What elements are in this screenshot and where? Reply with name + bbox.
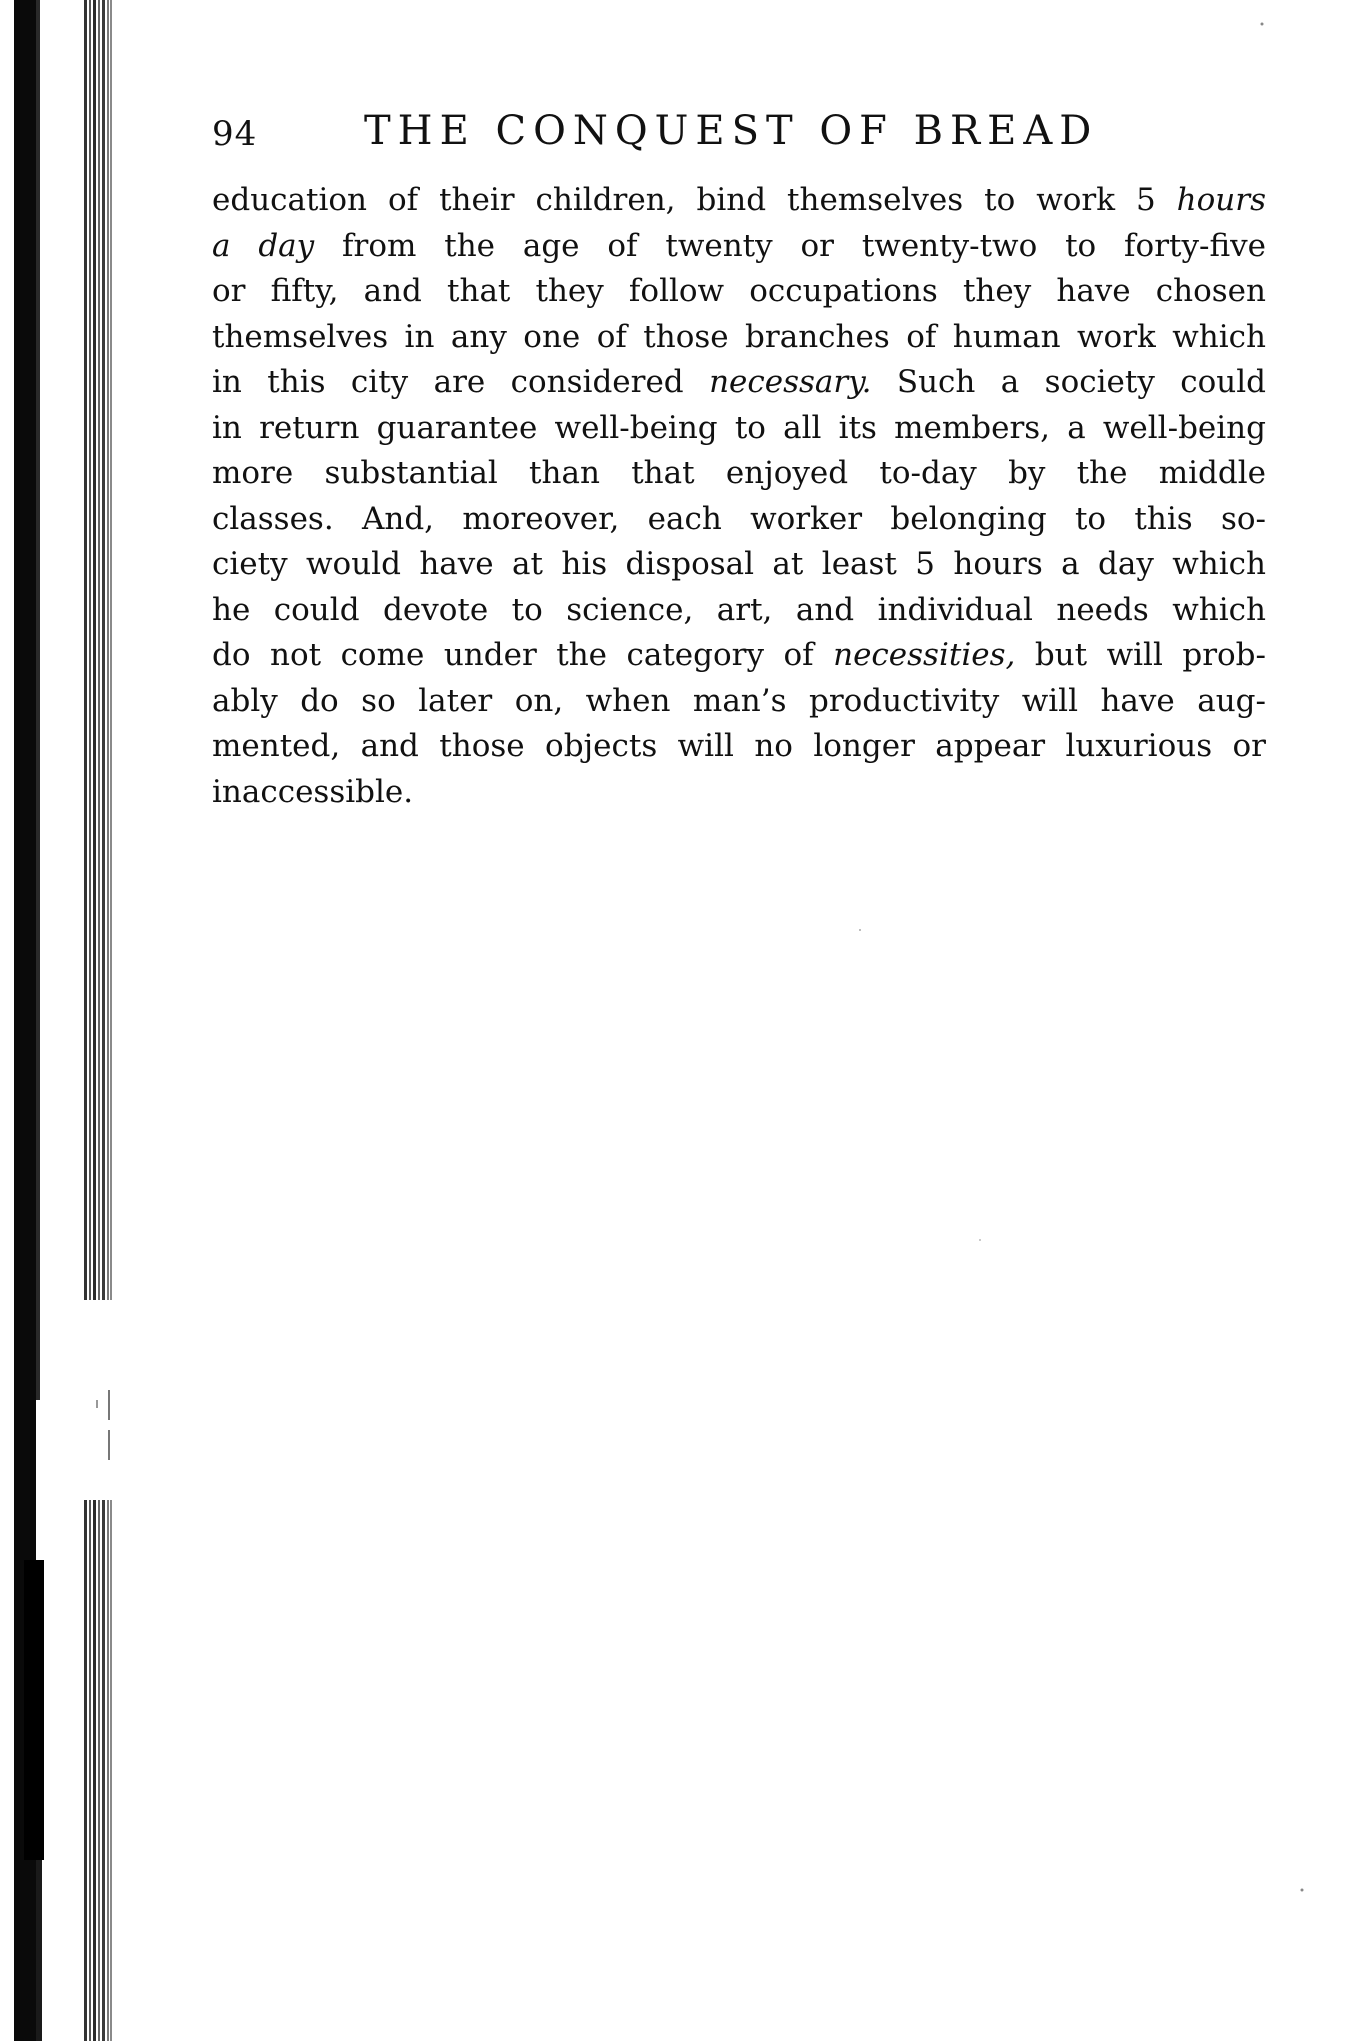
text-segment: education of their children, bind themselves to work 5 [212,182,1177,218]
text-segment: more substantial than that enjoyed to-day by the middle [212,455,1266,491]
italic-text: hours [1176,182,1266,218]
text-line [212,224,1266,270]
text-segment: but will prob- [1015,637,1266,673]
text-segment: or fifty, and that they follow occupations they have chosen [212,273,1266,309]
page-number: 94 [212,114,258,154]
scanned-binding-edge [0,0,120,2041]
text-line [212,633,1266,679]
body-paragraph [212,178,1266,815]
text-segment: he could devote to science, art, and individual needs which [212,591,1266,628]
text-segment: ably do so later on, when man’s productivity will have aug- [212,682,1266,719]
text-segment: inaccessible. [212,773,414,810]
text-line [212,724,1266,770]
text-line [212,451,1266,497]
italic-text: necessary. [709,364,872,400]
text-line [212,497,1266,543]
text-segment: themselves in any one of those branches of human work which [212,318,1266,355]
text-segment: classes. And, moreover, each worker belonging to this so- [212,500,1266,537]
text-segment: Such a society could [871,364,1266,400]
text-segment: ciety would have at his disposal at least 5 hours a day which [212,546,1266,582]
text-line [212,588,1266,634]
italic-text: necessities, [833,637,1016,673]
text-line [212,406,1266,452]
running-title: THE CONQUEST OF BREAD [364,108,1099,154]
text-line [212,770,1266,816]
text-segment: do not come under the category of [212,637,834,673]
text-segment: mented, and those objects will no longer appear luxurious or [212,728,1266,764]
text-line [212,269,1266,315]
text-line [212,360,1266,406]
text-segment: in return guarantee well-being to all its members, a well-being [212,409,1266,446]
text-line [212,315,1266,361]
text-line [212,542,1266,588]
text-segment: in this city are considered [212,364,710,400]
text-segment: from the age of twenty or twenty-two to forty-five [314,227,1266,264]
text-line [212,178,1266,224]
text-line [212,679,1266,725]
italic-text: a day [212,227,315,264]
page-header [212,108,1262,168]
